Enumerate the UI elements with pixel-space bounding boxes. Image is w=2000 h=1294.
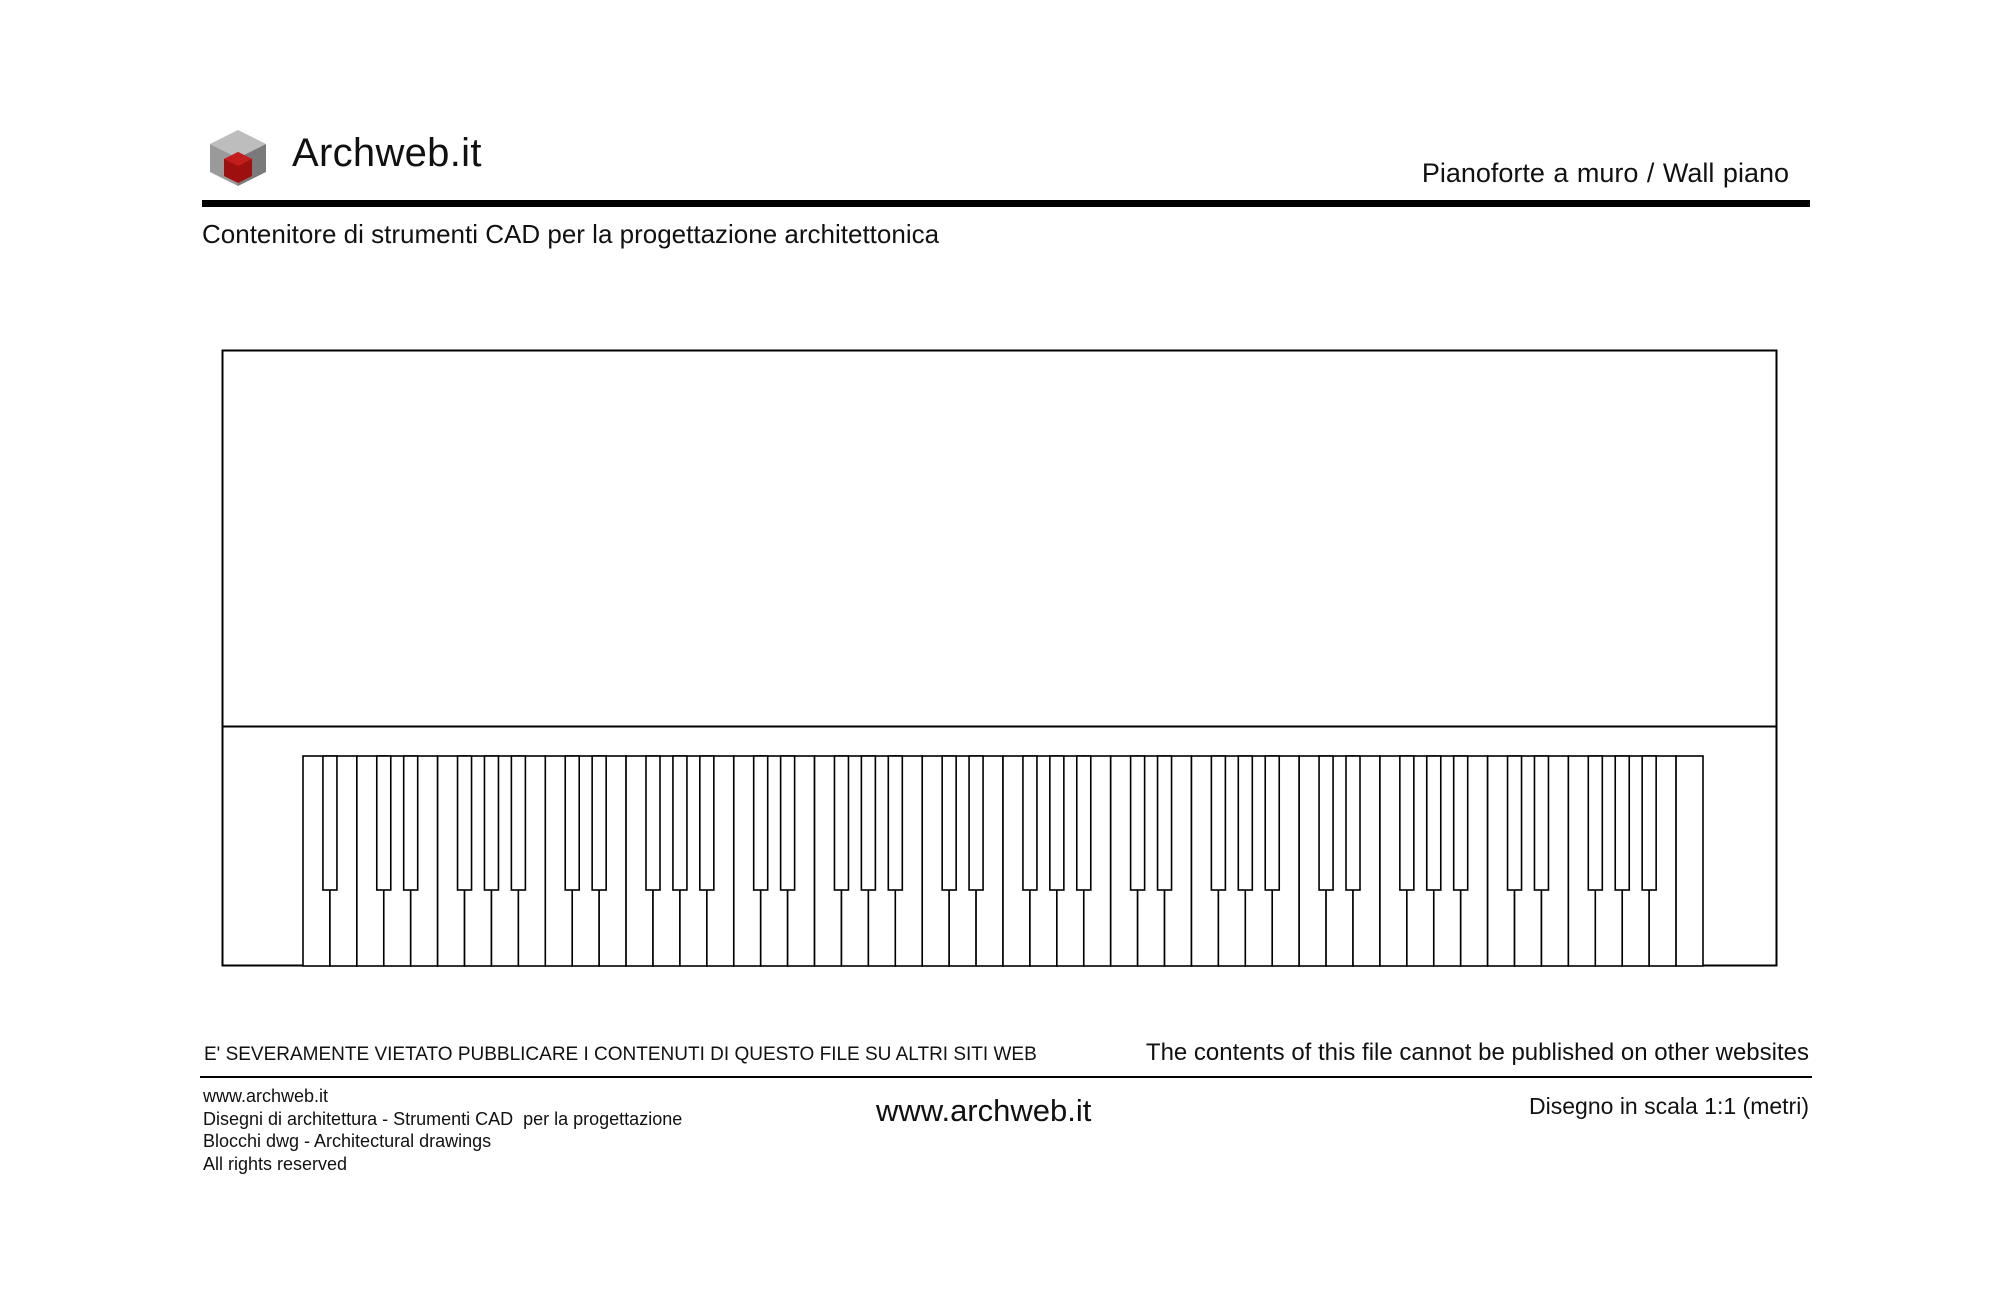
footer-credit-line: Disegni di architettura - Strumenti CAD per la progettazione: [203, 1108, 683, 1129]
black-key: [888, 756, 902, 890]
black-key: [781, 756, 795, 890]
footer-url[interactable]: www.archweb.it: [876, 1093, 1092, 1128]
black-key: [1211, 756, 1225, 890]
footer-credit-line: All rights reserved: [203, 1153, 348, 1174]
footer-credit-line: Blocchi dwg - Architectural drawings: [203, 1131, 492, 1152]
black-key: [323, 756, 337, 890]
black-key: [458, 756, 472, 890]
black-key: [1319, 756, 1333, 890]
warning-english: The contents of this file cannot be published on other websites: [1145, 1039, 1809, 1066]
black-key: [700, 756, 714, 890]
black-key: [1534, 756, 1548, 890]
black-key: [1400, 756, 1414, 890]
black-key: [861, 756, 875, 890]
black-key: [1615, 756, 1629, 890]
black-key: [1023, 756, 1037, 890]
black-key: [484, 756, 498, 890]
black-key: [673, 756, 687, 890]
black-key: [1588, 756, 1602, 890]
warning-italian: E' SEVERAMENTE VIETATO PUBBLICARE I CONTENUTI DI QUESTO FILE SU ALTRI SITI WEB: [204, 1044, 1037, 1065]
black-key: [511, 756, 525, 890]
black-key: [1050, 756, 1064, 890]
subtitle: Contenitore di strumenti CAD per la progettazione architettonica: [202, 219, 940, 249]
black-key: [834, 756, 848, 890]
drawing-title: Pianoforte a muro / Wall piano: [1421, 158, 1789, 188]
black-key: [646, 756, 660, 890]
black-key: [1238, 756, 1252, 890]
footer-credits: [203, 1085, 682, 1175]
black-key: [377, 756, 391, 890]
black-key: [1454, 756, 1468, 890]
footer-divider: [200, 1076, 1812, 1078]
black-key: [1131, 756, 1145, 890]
black-key: [592, 756, 606, 890]
black-key: [1642, 756, 1656, 890]
black-key: [942, 756, 956, 890]
black-key: [1158, 756, 1172, 890]
black-key: [1077, 756, 1091, 890]
brand-name[interactable]: Archweb.it: [292, 131, 482, 175]
white-key: [1676, 756, 1703, 966]
black-key: [1346, 756, 1360, 890]
black-key: [969, 756, 983, 890]
black-key: [1427, 756, 1441, 890]
scale-note: Disegno in scala 1:1 (metri): [1529, 1093, 1809, 1119]
black-key: [404, 756, 418, 890]
keyboard: [303, 756, 1703, 966]
footer-credit-line[interactable]: www.archweb.it: [203, 1086, 329, 1106]
black-key: [754, 756, 768, 890]
black-key: [565, 756, 579, 890]
black-key: [1265, 756, 1279, 890]
black-key: [1508, 756, 1522, 890]
